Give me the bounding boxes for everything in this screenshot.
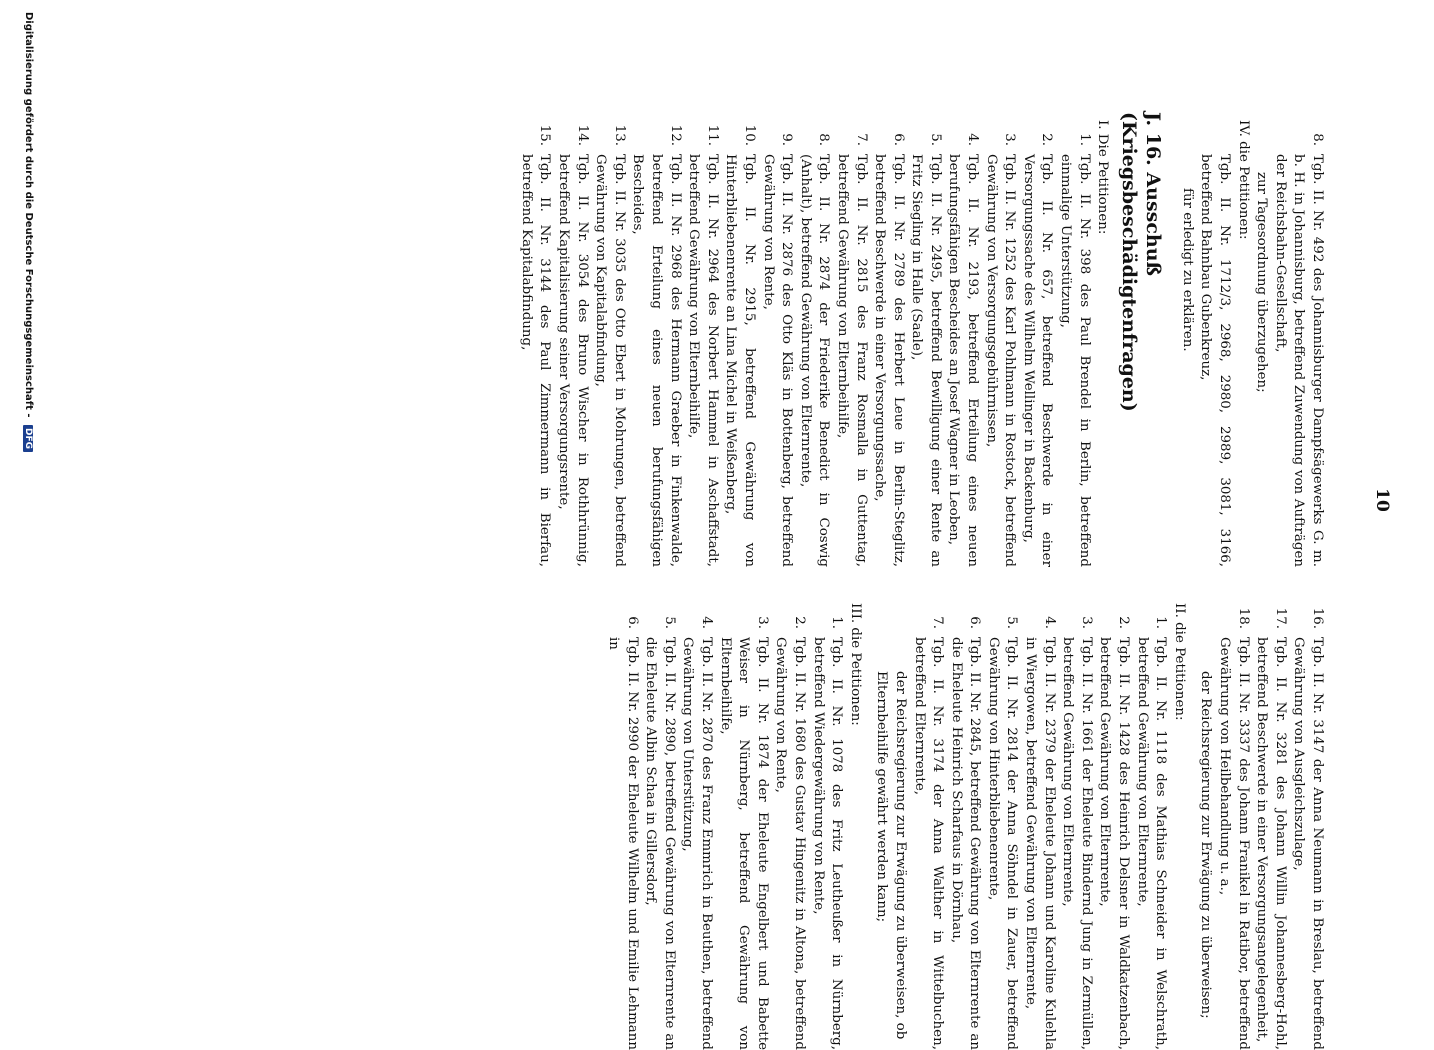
item-text: Tgb. II. Nr. 3147 der Anna Neumann in Breslau, betreffend Gewährung von Ausgleichszulage,	[1291, 637, 1325, 1050]
list-item	[516, 112, 553, 567]
left-top-closing: zur Tagesordnung überzugehen;	[1254, 172, 1270, 393]
iv-closing: für erledigt zu erklären.	[1179, 188, 1195, 352]
item-text: Tgb. II. Nr. 1874 der Eheleute Engelbert und Babette Weiser in Nürnberg, betreffend Gewährung von Elternbeihilfe,	[717, 637, 770, 1050]
item-number: 1.	[1076, 133, 1092, 146]
item-number: 8.	[816, 133, 832, 146]
item-text: Tgb. II. Nr. 2915, betreffend Gewährung von Hinterbliebenenrente an Lina Michel in Weißenberg,	[723, 154, 757, 567]
ii-item-list	[909, 595, 1169, 1050]
item-text: Tgb. II. Nr. 1078 des Fritz Leutheußer in Nürnberg, betreffend Wiedergewährung von Rente,	[810, 637, 845, 1050]
list-item	[907, 112, 944, 567]
list-item	[808, 595, 845, 1050]
iii-heading: III. die Petitionen:	[847, 603, 863, 726]
item-number: 2.	[1039, 133, 1055, 146]
item-number: 8.	[1310, 133, 1325, 146]
list-item	[909, 595, 946, 1050]
list-item	[678, 595, 715, 1050]
list-item	[1055, 112, 1092, 567]
ii-heading: II. die Petitionen:	[1171, 603, 1187, 721]
item-number: 13.	[611, 124, 627, 146]
list-item	[553, 112, 590, 567]
item-text: Tgb. II. Nr. 3174 der Anna Walther in Wittelbuchen, betreffend Elternrente,	[911, 637, 946, 1050]
item-text: Tgb. II. Nr. 1680 des Gustav Hingenitz in Altona, betreffend Gewährung von Rente,	[773, 637, 807, 1050]
item-number: 4.	[699, 616, 714, 629]
list-item	[715, 595, 771, 1050]
item-text: Tgb. II. Nr. 2876 des Otto Kläs in Bottenberg, betreffend Gewährung von Rente,	[760, 154, 795, 567]
item-number: 6.	[967, 616, 983, 629]
item-number: 12.	[667, 124, 683, 146]
item-number: 2.	[791, 616, 807, 629]
section-title: J. 16. Ausschuß (Kriegsbeschädigtenfragen)	[1118, 112, 1165, 412]
item-number: 7.	[930, 616, 946, 629]
item-text: Tgb. II. Nr. 3035 des Otto Ebert in Mohrungen, betreffend Gewährung von Kapitalabfindung,	[593, 154, 627, 567]
item-number: 5.	[1004, 616, 1020, 629]
item-text: Tgb. II. Nr. 398 des Paul Brendel in Berlin, betreffend einmalige Unterstützung,	[1058, 154, 1092, 567]
list-item	[1021, 595, 1058, 1050]
item-number: 6.	[624, 616, 640, 629]
item-text: Tgb. II. Nr. 2990 der Eheleute Wilhelm und Emilie Lehmann in	[606, 637, 640, 1050]
item-text: Tgb. II. Nr. 2495, betreffend Bewilligung einer Rente an Fritz Siegling in Halle (Saale),	[909, 154, 943, 567]
list-item	[1018, 112, 1055, 567]
list-item	[628, 112, 684, 567]
item-text: Tgb. II. Nr. 1428 des Heinrich Delsner in Waldkatzenbach, betreffend Gewährung von Elternrente,	[1097, 637, 1132, 1050]
item-number: 9.	[779, 133, 795, 146]
item-text: Tgb. II. Nr. 2968 des Hermann Graeber in Finkenwalde, betreffend Erteilung eines neuen berufungsfähigen Bescheides,	[630, 154, 683, 567]
list-item	[1095, 595, 1132, 1050]
left-top-items	[1270, 112, 1326, 567]
list-item	[603, 595, 640, 1050]
list-item	[771, 595, 808, 1050]
list-item	[870, 112, 907, 567]
item-number: 7.	[853, 133, 869, 146]
item-text: Tgb. II. Nr. 2193, betreffend Erteilung eines neuen berufungsfähigen Bescheides an Josef Wagner in Leoben,	[946, 154, 981, 567]
footer-text: Digitalisierung gefördert durch die Deutsche Forschungsgemeinschaft -	[23, 12, 34, 418]
item-text: Tgb. II. Nr. 657, betreffend Beschwerde in einer Versorgungssache des Wilhelm Wellinger in Backenburg,	[1020, 154, 1055, 567]
item-text: Tgb. II. Nr. 2789 des Herbert Leue in Berlin-Steglitz, betreffend Beschwerde in einer Versorgungssache,	[872, 154, 906, 567]
item-text: Tgb. II. Nr. 2814 der Anna Söhndel in Zauer, betreffend Gewährung von Hinterbliebenenrente,	[985, 637, 1020, 1050]
item-text: Tgb. II. Nr. 1118 des Mathias Schneider in Welschrath, betreffend Gewährung von Elternrente,	[1134, 637, 1169, 1050]
item-number: 10.	[741, 124, 757, 146]
item-number: 6.	[890, 133, 906, 146]
item-number: 5.	[661, 616, 677, 629]
list-item	[1252, 595, 1289, 1050]
item-text: Tgb. II. Nr. 1661 der Eheleute Bindernd Jung in Zermüllen, betreffend Gewährung von Elternrente,	[1060, 637, 1094, 1050]
item-number: 4.	[965, 133, 981, 146]
item-number: 5.	[927, 133, 943, 146]
item-number: 15.	[537, 124, 553, 146]
item-text: Tgb. II. Nr. 3144 des Paul Zimmermann in Bierfau, betreffend Kapitalabfindung,	[518, 154, 553, 567]
item-number: 1.	[1153, 616, 1169, 629]
list-item	[832, 112, 869, 567]
list-item	[1058, 595, 1095, 1050]
left-item-list	[516, 112, 1092, 567]
item-text: Tgb. II. Nr. 1252 des Karl Pohlmann in Rostock, betreffend Gewährung von Versorgungsgebührnissen,	[983, 154, 1018, 567]
iv-text-row	[1196, 112, 1233, 567]
item-number: 3.	[754, 616, 770, 629]
item-number: 11.	[704, 124, 720, 146]
page-number: 10	[1372, 488, 1392, 512]
list-item	[1214, 595, 1251, 1050]
item-number: 2.	[1116, 616, 1132, 629]
item-text: Tgb. II. Nr. 492 des Johannisburger Dampfsägewerks G. m. b. H. in Johannisburg, betreffend Zuwendung von Aufträgen der Reichsbahn-Gesellschaft,	[1272, 154, 1325, 567]
item-number: 3.	[1078, 616, 1094, 629]
item-number: 3.	[1002, 133, 1018, 146]
item-number: 16.	[1310, 607, 1325, 629]
footer	[23, 0, 34, 1012]
list-item	[983, 595, 1020, 1050]
item-text: Tgb. II. Nr. 3281 des Johann Willin Johannesberg-Hohl, betreffend Beschwerde in einer Versorgungsangelegenheit,	[1254, 637, 1288, 1050]
item-text: Tgb. II. Nr. 2874 der Friederike Benedict in Coswig (Anhalt), betreffend Gewährung von Elternrente,	[797, 154, 832, 567]
list-item	[591, 112, 628, 567]
item-text: Tgb. II. Nr. 3054 des Bruno Wischer in Rothhrünnig, betreffend Kapitalisierung seiner Versorgungsrente,	[556, 154, 590, 567]
right-column	[603, 595, 1326, 1050]
iv-text: Tgb. II. Nr. 1712/3, 2968, 2980, 2989, 3081, 3166, betreffend Bahnbau Gubenkreuz,	[1198, 154, 1233, 567]
item-text: Tgb. II. Nr. 2870 des Franz Emmrich in Beuthen, betreffend Gewährung von Unterstützung,	[680, 637, 714, 1050]
iii-item-list	[603, 595, 845, 1050]
ii-closing: der Reichsregierung zur Erwägung zu überweisen, ob Elternbeihilfe gewährt werden kann;	[874, 671, 908, 1040]
list-item	[1132, 595, 1169, 1050]
iv-heading: IV. die Petitionen:	[1235, 120, 1251, 240]
dfg-logo: DFG	[23, 425, 33, 452]
item-text: Tgb. II. Nr. 2379 der Eheleute Johann und Karoline Kulehla in Wiergowen, betreffend Gewährung von Elternrente,	[1023, 637, 1057, 1050]
item-number: 4.	[1041, 616, 1057, 629]
right-top-items	[1214, 595, 1326, 1050]
section-i-heading: I. Die Petitionen:	[1095, 120, 1111, 235]
item-number: 1.	[829, 616, 845, 629]
item-text: Tgb. II. Nr. 2890, betreffend Gewährung von Elternrente an die Eheleute Albin Schaa in Gillersdorf,	[643, 637, 677, 1050]
item-text: Tgb. II. Nr. 2845, betreffend Gewährung von Elternrente an die Eheleute Heinrich Scharfaus in Dörnhau,	[948, 637, 983, 1050]
list-item	[946, 595, 983, 1050]
list-item	[758, 112, 795, 567]
list-item	[1270, 112, 1326, 567]
list-item	[1289, 595, 1326, 1050]
item-text: Tgb. II. Nr. 2815 des Franz Rosmalla in Guttentag, betreffend Gewährung von Elternbeihilfe,	[834, 154, 869, 567]
list-item	[981, 112, 1018, 567]
item-text: Tgb. II. Nr. 3337 des Johann Franikel in Ratibor, betreffend Gewährung von Heilbehandlung u. a.,	[1217, 637, 1251, 1050]
item-text: Tgb. II. Nr. 2964 des Norbert Hammel in Aschaffstadt, betreffend Gewährung von Elternbeihilfe,	[686, 154, 720, 567]
list-item	[795, 112, 832, 567]
right-top-closing: der Reichsregierung zur Erwägung zu überweisen;	[1198, 671, 1214, 1019]
list-item	[641, 595, 678, 1050]
list-item	[684, 112, 721, 567]
left-column	[516, 112, 1326, 567]
item-number: 17.	[1272, 607, 1288, 629]
item-number: 14.	[574, 124, 590, 146]
list-item	[944, 112, 981, 567]
item-number: 18.	[1235, 607, 1251, 629]
list-item	[721, 112, 758, 567]
